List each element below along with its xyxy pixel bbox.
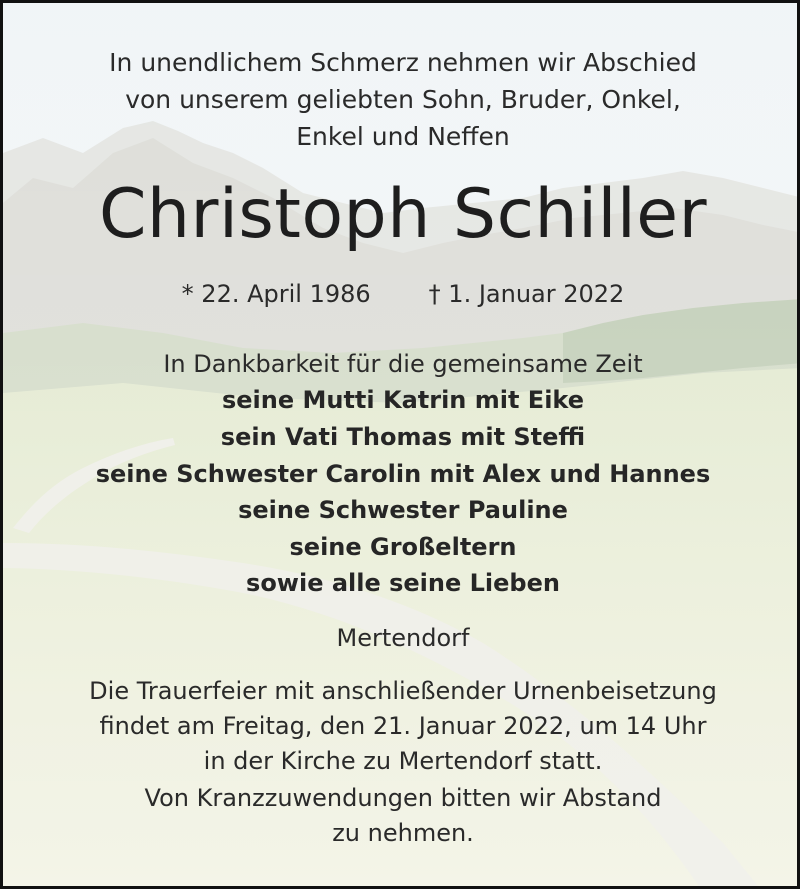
funeral-line-5: zu nehmen. xyxy=(332,819,474,847)
mourner-line: seine Schwester Carolin mit Alex und Hannes xyxy=(95,460,711,488)
gratitude-line: In Dankbarkeit für die gemeinsame Zeit xyxy=(163,350,643,378)
mourner-line: seine Großeltern xyxy=(289,533,517,561)
life-dates xyxy=(3,282,800,306)
notice-text xyxy=(3,3,800,889)
intro-line-2: von unserem geliebten Sohn, Bruder, Onkel, xyxy=(125,85,681,114)
deceased-name: Christoph Schiller xyxy=(98,175,708,254)
funeral-line-1: Die Trauerfeier mit anschließender Urnenbeisetzung xyxy=(89,677,717,705)
death-date: † 1. Januar 2022 xyxy=(428,280,625,308)
funeral-line-4: Von Kranzzuwendungen bitten wir Abstand xyxy=(144,784,662,812)
mourner-line: seine Schwester Pauline xyxy=(238,496,568,524)
mourner-line: sowie alle seine Lieben xyxy=(246,569,560,597)
intro-line-3: Enkel und Neffen xyxy=(296,122,510,151)
intro-line-1: In unendlichem Schmerz nehmen wir Abschied xyxy=(109,48,697,77)
funeral-line-2: findet am Freitag, den 21. Januar 2022, um 14 Uhr xyxy=(99,712,707,740)
place: Mertendorf xyxy=(336,624,470,652)
funeral-line-3: in der Kirche zu Mertendorf statt. xyxy=(203,747,603,775)
mourner-line: sein Vati Thomas mit Steffi xyxy=(220,423,586,451)
birth-date: * 22. April 1986 xyxy=(181,280,371,308)
mourner-line: seine Mutti Katrin mit Eike xyxy=(221,386,585,414)
